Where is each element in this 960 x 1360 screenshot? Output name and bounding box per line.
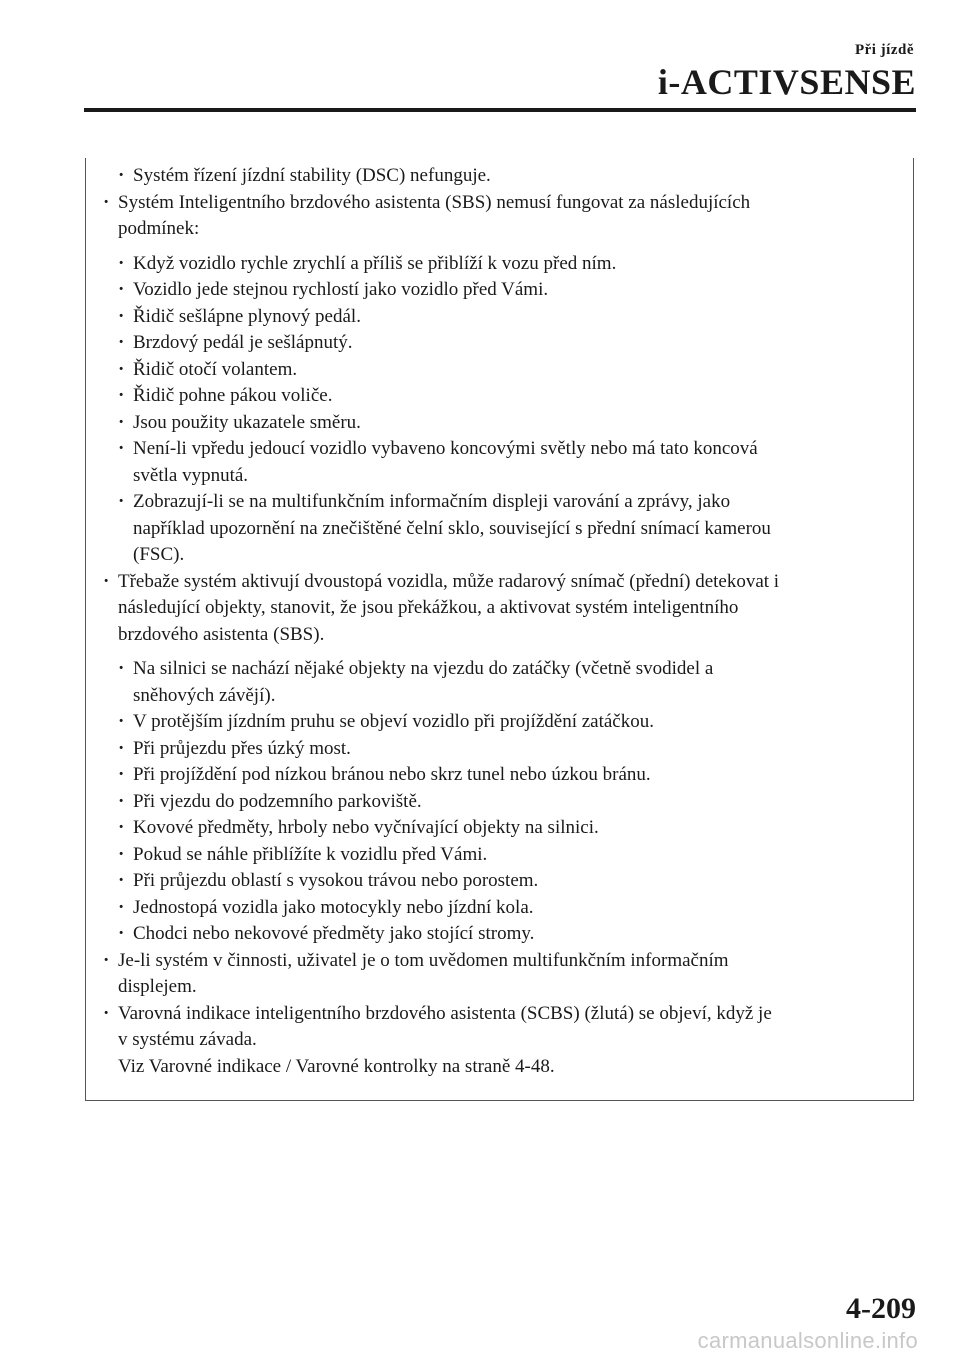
sub-list-item xyxy=(101,921,891,948)
item-text: Pokud se náhle přiblížíte k vozidlu před Vámi. xyxy=(133,843,488,865)
item-text: světla vypnutá. xyxy=(133,464,249,486)
item-text: Zobrazují-li se na multifunkčním informačním displeji varování a zprávy, jako xyxy=(133,491,731,512)
sub-list-item xyxy=(101,656,891,683)
list-item xyxy=(101,216,891,243)
sub-list-item xyxy=(101,277,891,304)
item-text: Řidič sešlápne plynový pedál. xyxy=(133,305,361,327)
bullet-icon: · xyxy=(118,923,125,944)
item-text: Není-li vpředu jedoucí vozidlo vybaveno koncovými světly nebo má tato koncová xyxy=(133,438,758,459)
item-text: (FSC). xyxy=(133,544,185,565)
sub-list-item xyxy=(101,436,891,463)
item-text: v systému závada. xyxy=(118,1029,257,1050)
bullet-icon: · xyxy=(103,949,110,971)
item-text: Varovná indikace inteligentního brzdového asistenta (SCBS) (žlutá) se objeví, když je xyxy=(118,1002,772,1024)
item-text: Kovové předměty, hrboly nebo vyčnívající objekty na silnici. xyxy=(133,817,599,838)
sub-list-item xyxy=(101,516,891,543)
item-text: Třebaže systém aktivují dvoustopá vozidla, může radarový snímač (přední) detekovat i xyxy=(118,570,780,592)
bullet-icon: · xyxy=(118,438,125,459)
bullet-icon: · xyxy=(118,870,125,891)
item-text: Při projíždění pod nízkou bránou nebo skrz tunel nebo úzkou bránu. xyxy=(133,764,651,785)
bullet-icon: · xyxy=(103,570,110,592)
bullet-icon: · xyxy=(118,817,125,838)
item-text: Řidič otočí volantem. xyxy=(133,358,298,380)
sub-list-item xyxy=(101,736,891,763)
item-text: displejem. xyxy=(118,976,197,997)
item-text: Brzdový pedál je sešlápnutý. xyxy=(133,332,353,353)
bullet-icon: · xyxy=(118,411,125,433)
list-item xyxy=(101,190,891,217)
item-text: brzdového asistenta (SBS). xyxy=(118,623,325,645)
list-item xyxy=(101,974,891,1001)
item-text: Chodci nebo nekovové předměty jako stojící stromy. xyxy=(133,923,535,944)
bullet-icon: · xyxy=(118,764,125,785)
page-number: 4-209 xyxy=(846,1292,916,1325)
item-text: Viz Varovné indikace / Varovné kontrolky na straně 4-48. xyxy=(118,1055,555,1077)
bullet-icon: · xyxy=(118,843,125,865)
paragraph-gap xyxy=(101,243,891,251)
sub-list-item xyxy=(101,683,891,710)
item-text: například upozornění na znečištěné čelní sklo, související s přední snímací kamerou xyxy=(133,517,771,539)
item-text: Jsou použity ukazatele směru. xyxy=(133,411,361,433)
sub-list-item xyxy=(101,762,891,789)
header-divider xyxy=(84,108,916,112)
sub-list-item xyxy=(101,330,891,357)
sub-list-item xyxy=(101,842,891,869)
bullet-icon: · xyxy=(118,658,125,679)
item-text: Vozidlo jede stejnou rychlostí jako vozidlo před Vámi. xyxy=(133,279,549,300)
sub-list-item xyxy=(101,815,891,842)
bullet-icon: · xyxy=(118,305,125,327)
bullet-icon: · xyxy=(118,279,125,300)
bullet-icon: · xyxy=(118,711,125,732)
sub-list-item xyxy=(101,463,891,490)
sub-list-item xyxy=(101,304,891,331)
bullet-icon: · xyxy=(118,332,125,353)
sub-list-item xyxy=(101,489,891,516)
item-text: Je-li systém v činnosti, uživatel je o tom uvědomen multifunkčním informačním xyxy=(118,949,729,971)
sub-list-item xyxy=(101,251,891,278)
bullet-icon: · xyxy=(118,737,125,759)
sub-list-item xyxy=(101,542,891,569)
list-item xyxy=(101,948,891,975)
bullet-icon: · xyxy=(118,491,125,512)
item-text: Jednostopá vozidla jako motocykly nebo jízdní kola. xyxy=(133,896,534,918)
item-text: Systém Inteligentního brzdového asistenta (SBS) nemusí fungovat za následujících xyxy=(118,191,751,213)
item-text: sněhových závějí). xyxy=(133,684,276,706)
paragraph-gap xyxy=(101,648,891,656)
item-text: Na silnici se nachází nějaké objekty na vjezdu do zatáčky (včetně svodidel a xyxy=(133,658,714,679)
watermark: carmanualsonline.info xyxy=(697,1328,918,1353)
item-text: Při průjezdu oblastí s vysokou trávou nebo porostem. xyxy=(133,870,539,891)
sub-list-item xyxy=(101,895,891,922)
item-text: Při vjezdu do podzemního parkoviště. xyxy=(133,790,422,812)
item-text: Když vozidlo rychle zrychlí a příliš se přiblíží k vozu před ním. xyxy=(133,252,617,274)
list-item xyxy=(101,595,891,622)
sub-list-item xyxy=(101,357,891,384)
bullet-icon: · xyxy=(103,191,110,213)
list-item xyxy=(101,1001,891,1028)
list-item xyxy=(101,622,891,649)
sub-list-item xyxy=(101,163,891,190)
sub-list-item xyxy=(101,709,891,736)
list-item xyxy=(101,569,891,596)
sub-list-item xyxy=(101,410,891,437)
list-item xyxy=(101,1054,891,1081)
section-title: i-ACTIVSENSE xyxy=(657,62,916,102)
sub-list-item xyxy=(101,868,891,895)
chapter-title: Při jízdě xyxy=(854,42,914,58)
item-text: Systém řízení jízdní stability (DSC) nefunguje. xyxy=(133,165,491,186)
sub-list-item xyxy=(101,383,891,410)
notice-content xyxy=(101,163,891,1080)
bullet-icon: · xyxy=(118,896,125,918)
item-text: Řidič pohne pákou voliče. xyxy=(133,385,333,406)
bullet-icon: · xyxy=(118,252,125,274)
list-item xyxy=(101,1027,891,1054)
item-text: podmínek: xyxy=(118,218,200,239)
bullet-icon: · xyxy=(118,790,125,812)
sub-list-item xyxy=(101,789,891,816)
bullet-icon: · xyxy=(103,1002,110,1024)
bullet-icon: · xyxy=(118,385,125,406)
item-text: následující objekty, stanovit, že jsou překážkou, a aktivovat systém inteligentního xyxy=(118,597,739,618)
bullet-icon: · xyxy=(118,358,125,380)
bullet-icon: · xyxy=(118,165,125,186)
page-header xyxy=(0,0,960,120)
item-text: V protějším jízdním pruhu se objeví vozidlo při projíždění zatáčkou. xyxy=(133,711,654,732)
item-text: Při průjezdu přes úzký most. xyxy=(133,737,351,759)
